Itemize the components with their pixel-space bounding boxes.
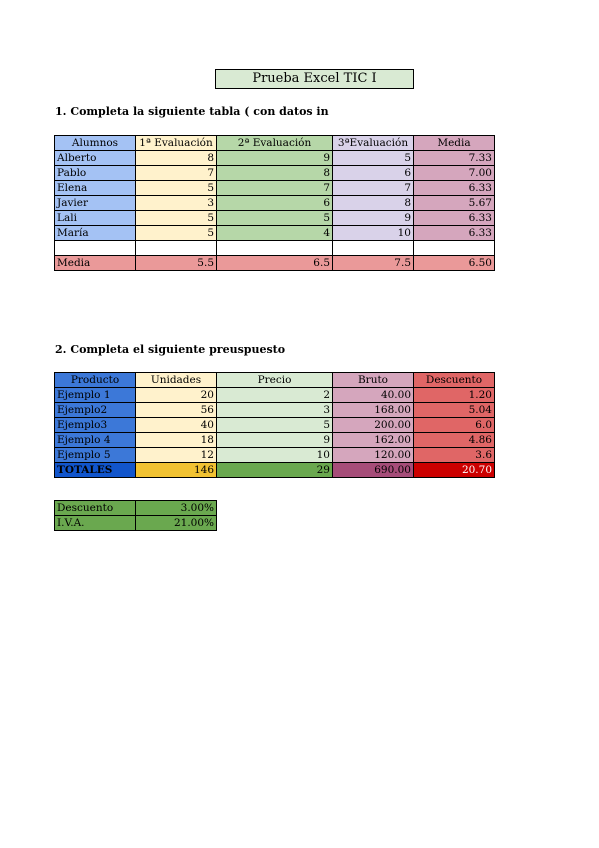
table-row [55, 433, 495, 448]
empty-row [55, 241, 495, 256]
table-row [55, 181, 495, 196]
eval3-cell[interactable]: 7 [333, 181, 414, 196]
bruto-cell[interactable]: 40.00 [333, 388, 414, 403]
precio-cell[interactable]: 9 [217, 433, 333, 448]
empty-cell[interactable] [333, 241, 414, 256]
media-cell[interactable]: 5.67 [414, 196, 495, 211]
table-row [55, 196, 495, 211]
media-eval3-cell[interactable]: 7.5 [333, 256, 414, 271]
param-value-cell[interactable]: 21.00% [136, 516, 217, 531]
eval3-cell[interactable]: 8 [333, 196, 414, 211]
header-bruto: Bruto [333, 373, 414, 388]
eval2-cell[interactable]: 4 [217, 226, 333, 241]
media-cell[interactable]: 6.33 [414, 211, 495, 226]
eval3-cell[interactable]: 5 [333, 151, 414, 166]
table-row [55, 501, 217, 516]
header-producto: Producto [55, 373, 136, 388]
product-name-cell[interactable]: Ejemplo2 [55, 403, 136, 418]
empty-cell[interactable] [136, 241, 217, 256]
student-name-cell[interactable]: Javier [55, 196, 136, 211]
bruto-cell[interactable]: 120.00 [333, 448, 414, 463]
section2-heading: 2. Completa el siguiente preuspuesto [55, 343, 286, 356]
descuento-cell[interactable]: 6.0 [414, 418, 495, 433]
table-row [55, 403, 495, 418]
unidades-cell[interactable]: 20 [136, 388, 217, 403]
eval1-cell[interactable]: 5 [136, 211, 217, 226]
totals-label[interactable]: TOTALES [55, 463, 136, 478]
table-row [55, 388, 495, 403]
table-row [55, 166, 495, 181]
bruto-cell[interactable]: 168.00 [333, 403, 414, 418]
section1-heading: 1. Completa la siguiente tabla ( con datos in [55, 105, 329, 118]
empty-cell[interactable] [55, 241, 136, 256]
media-total-cell[interactable]: 6.50 [414, 256, 495, 271]
table-row [55, 516, 217, 531]
budget-table [54, 372, 495, 478]
totals-unidades-cell[interactable]: 146 [136, 463, 217, 478]
media-eval1-cell[interactable]: 5.5 [136, 256, 217, 271]
param-label-cell[interactable]: I.V.A. [55, 516, 136, 531]
totals-precio-cell[interactable]: 29 [217, 463, 333, 478]
eval3-cell[interactable]: 10 [333, 226, 414, 241]
media-cell[interactable]: 7.33 [414, 151, 495, 166]
unidades-cell[interactable]: 18 [136, 433, 217, 448]
student-name-cell[interactable]: Lali [55, 211, 136, 226]
unidades-cell[interactable]: 56 [136, 403, 217, 418]
eval1-cell[interactable]: 5 [136, 226, 217, 241]
table-row [55, 448, 495, 463]
media-row [55, 256, 495, 271]
param-value-cell[interactable]: 3.00% [136, 501, 217, 516]
unidades-cell[interactable]: 12 [136, 448, 217, 463]
precio-cell[interactable]: 3 [217, 403, 333, 418]
eval1-cell[interactable]: 8 [136, 151, 217, 166]
student-name-cell[interactable]: Pablo [55, 166, 136, 181]
grades-header-row [55, 136, 495, 151]
bruto-cell[interactable]: 162.00 [333, 433, 414, 448]
eval3-cell[interactable]: 6 [333, 166, 414, 181]
media-cell[interactable]: 6.33 [414, 181, 495, 196]
totals-bruto-cell[interactable]: 690.00 [333, 463, 414, 478]
eval1-cell[interactable]: 7 [136, 166, 217, 181]
media-row-label[interactable]: Media [55, 256, 136, 271]
header-eval3: 3ªEvaluación [333, 136, 414, 151]
header-media: Media [414, 136, 495, 151]
precio-cell[interactable]: 5 [217, 418, 333, 433]
descuento-cell[interactable]: 1.20 [414, 388, 495, 403]
sheet-title: Prueba Excel TIC I [215, 69, 414, 89]
media-eval2-cell[interactable]: 6.5 [217, 256, 333, 271]
header-precio: Precio [217, 373, 333, 388]
student-name-cell[interactable]: María [55, 226, 136, 241]
header-descuento: Descuento [414, 373, 495, 388]
product-name-cell[interactable]: Ejemplo 4 [55, 433, 136, 448]
empty-cell[interactable] [217, 241, 333, 256]
header-alumnos: Alumnos [55, 136, 136, 151]
totals-descuento-cell[interactable]: 20.70 [414, 463, 495, 478]
table-row [55, 226, 495, 241]
descuento-cell[interactable]: 3.6 [414, 448, 495, 463]
unidades-cell[interactable]: 40 [136, 418, 217, 433]
product-name-cell[interactable]: Ejemplo 5 [55, 448, 136, 463]
eval2-cell[interactable]: 5 [217, 211, 333, 226]
precio-cell[interactable]: 2 [217, 388, 333, 403]
table-row [55, 418, 495, 433]
eval1-cell[interactable]: 3 [136, 196, 217, 211]
table-row [55, 211, 495, 226]
eval1-cell[interactable]: 5 [136, 181, 217, 196]
empty-cell[interactable] [414, 241, 495, 256]
header-unidades: Unidades [136, 373, 217, 388]
budget-header-row [55, 373, 495, 388]
descuento-cell[interactable]: 5.04 [414, 403, 495, 418]
product-name-cell[interactable]: Ejemplo 1 [55, 388, 136, 403]
eval2-cell[interactable]: 7 [217, 181, 333, 196]
media-cell[interactable]: 7.00 [414, 166, 495, 181]
param-label-cell[interactable]: Descuento [55, 501, 136, 516]
student-name-cell[interactable]: Alberto [55, 151, 136, 166]
eval3-cell[interactable]: 9 [333, 211, 414, 226]
bruto-cell[interactable]: 200.00 [333, 418, 414, 433]
eval2-cell[interactable]: 8 [217, 166, 333, 181]
student-name-cell[interactable]: Elena [55, 181, 136, 196]
product-name-cell[interactable]: Ejemplo3 [55, 418, 136, 433]
precio-cell[interactable]: 10 [217, 448, 333, 463]
params-table [54, 500, 217, 531]
eval2-cell[interactable]: 6 [217, 196, 333, 211]
descuento-cell[interactable]: 4.86 [414, 433, 495, 448]
header-eval1: 1ª Evaluación [136, 136, 217, 151]
header-eval2: 2ª Evaluación [217, 136, 333, 151]
table-row [55, 151, 495, 166]
media-cell[interactable]: 6.33 [414, 226, 495, 241]
totals-row [55, 463, 495, 478]
eval2-cell[interactable]: 9 [217, 151, 333, 166]
grades-table [54, 135, 495, 271]
